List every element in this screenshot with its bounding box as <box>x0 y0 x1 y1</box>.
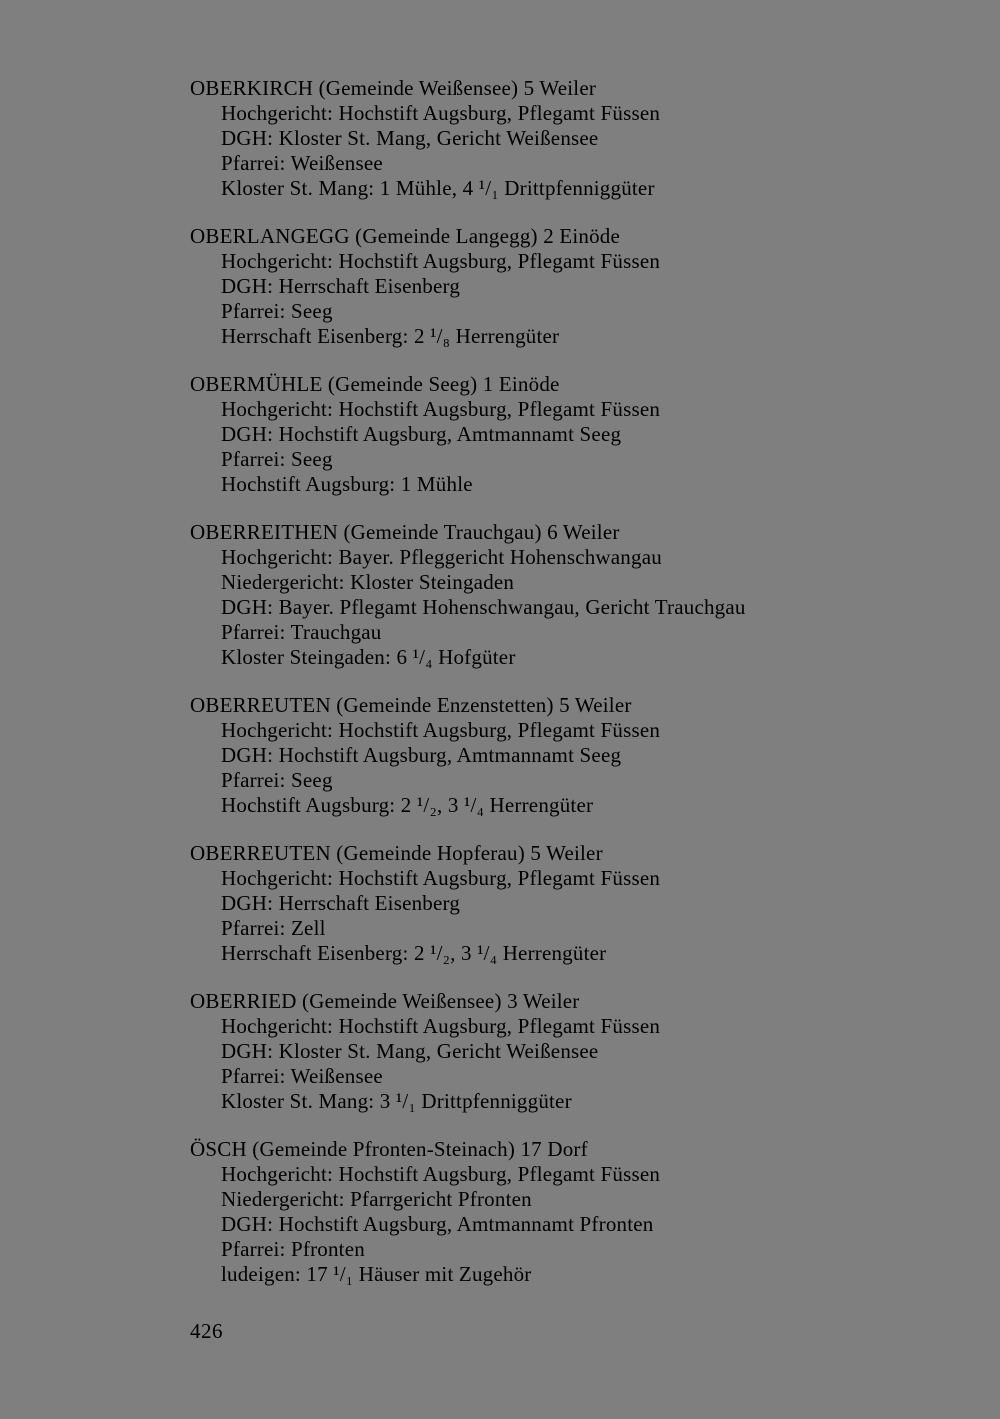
entry-line: Hochgericht: Hochstift Augsburg, Pflegamt Füssen <box>221 718 661 742</box>
entry-line: Hochstift Augsburg: 1 Mühle <box>221 472 473 496</box>
entry-line: DGH: Kloster St. Mang, Gericht Weißensee <box>221 1039 599 1063</box>
entry-oberreuten-hopferau <box>190 841 970 966</box>
entry-line: Hochgericht: Hochstift Augsburg, Pflegamt Füssen <box>221 249 661 273</box>
entry-line: Kloster Steingaden: 6 ¹/₄ Hofgüter <box>221 645 516 669</box>
entry-heading: OBERKIRCH (Gemeinde Weißensee) 5 Weiler <box>190 76 597 100</box>
entry-line: Hochgericht: Bayer. Pfleggericht Hohenschwangau <box>221 545 662 569</box>
entry-line: Pfarrei: Trauchgau <box>221 620 382 644</box>
entry-line: DGH: Bayer. Pflegamt Hohenschwangau, Gericht Trauchgau <box>221 595 746 619</box>
entry-line: Pfarrei: Pfronten <box>221 1237 365 1261</box>
entry-line: DGH: Hochstift Augsburg, Amtmannamt Pfronten <box>221 1212 654 1236</box>
entry-line: DGH: Herrschaft Eisenberg <box>221 891 461 915</box>
entry-line: Niedergericht: Pfarrgericht Pfronten <box>221 1187 532 1211</box>
entry-heading: OBERREUTEN (Gemeinde Enzenstetten) 5 Weiler <box>190 693 632 717</box>
page-number: 426 <box>190 1319 223 1343</box>
entry-obermuehle <box>190 372 970 497</box>
entry-line: Herrschaft Eisenberg: 2 ¹/₈ Herrengüter <box>221 324 560 348</box>
entry-oesch <box>190 1137 970 1287</box>
entry-line: Pfarrei: Seeg <box>221 299 333 323</box>
entry-heading: OBERREITHEN (Gemeinde Trauchgau) 6 Weiler <box>190 520 620 544</box>
entry-line: Pfarrei: Weißensee <box>221 151 383 175</box>
entry-heading: OBERRIED (Gemeinde Weißensee) 3 Weiler <box>190 989 580 1013</box>
entry-oberlangegg <box>190 224 970 349</box>
entry-heading: OBERREUTEN (Gemeinde Hopferau) 5 Weiler <box>190 841 603 865</box>
entry-oberreithen <box>190 520 970 670</box>
entry-line: DGH: Hochstift Augsburg, Amtmannamt Seeg <box>221 743 622 767</box>
entry-line: Pfarrei: Seeg <box>221 447 333 471</box>
entry-heading: OBERLANGEGG (Gemeinde Langegg) 2 Einöde <box>190 224 621 248</box>
entry-line: DGH: Hochstift Augsburg, Amtmannamt Seeg <box>221 422 622 446</box>
entry-heading: ÖSCH (Gemeinde Pfronten-Steinach) 17 Dorf <box>190 1137 588 1161</box>
entry-oberkirch <box>190 76 970 201</box>
entry-line: Hochgericht: Hochstift Augsburg, Pflegamt Füssen <box>221 1014 661 1038</box>
entry-line: Kloster St. Mang: 1 Mühle, 4 ¹/₁ Drittpfenniggüter <box>221 176 655 200</box>
entry-line: Niedergericht: Kloster Steingaden <box>221 570 515 594</box>
entry-oberreuten-enzenstetten <box>190 693 970 818</box>
entry-heading: OBERMÜHLE (Gemeinde Seeg) 1 Einöde <box>190 372 560 396</box>
entry-line: Hochstift Augsburg: 2 ¹/₂, 3 ¹/₄ Herrengüter <box>221 793 594 817</box>
entry-line: Pfarrei: Weißensee <box>221 1064 383 1088</box>
entry-line: Hochgericht: Hochstift Augsburg, Pflegamt Füssen <box>221 397 661 421</box>
page-body <box>190 76 970 1310</box>
entry-line: Herrschaft Eisenberg: 2 ¹/₂, 3 ¹/₄ Herrengüter <box>221 941 607 965</box>
entry-line: Kloster St. Mang: 3 ¹/₁ Drittpfenniggüter <box>221 1089 572 1113</box>
entry-line: DGH: Kloster St. Mang, Gericht Weißensee <box>221 126 599 150</box>
entry-line: Pfarrei: Seeg <box>221 768 333 792</box>
entry-line: DGH: Herrschaft Eisenberg <box>221 274 461 298</box>
entry-line: Hochgericht: Hochstift Augsburg, Pflegamt Füssen <box>221 866 661 890</box>
entry-line: Hochgericht: Hochstift Augsburg, Pflegamt Füssen <box>221 101 661 125</box>
entry-line: Hochgericht: Hochstift Augsburg, Pflegamt Füssen <box>221 1162 661 1186</box>
entry-oberried <box>190 989 970 1114</box>
entry-line: ludeigen: 17 ¹/₁ Häuser mit Zugehör <box>221 1262 532 1286</box>
entry-line: Pfarrei: Zell <box>221 916 326 940</box>
